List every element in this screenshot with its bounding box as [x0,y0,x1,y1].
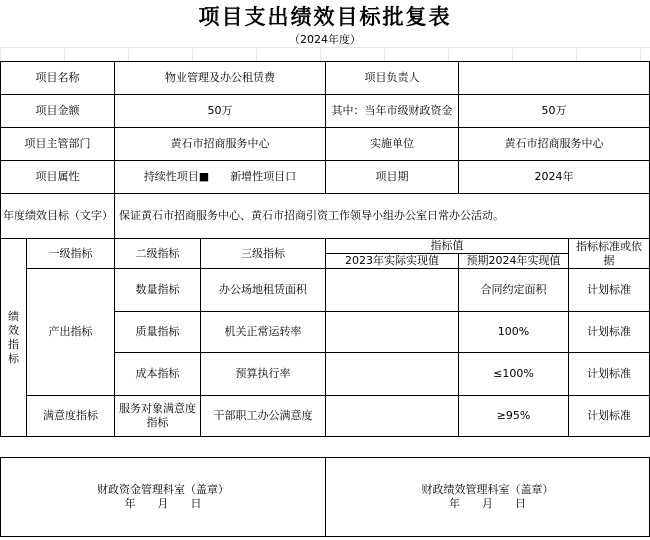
year-note: （2024年度） [289,33,361,46]
col-level2: 二级指标 [115,239,201,269]
row-level3: 机关正常运转率 [201,312,326,353]
row-standard: 计划标准 [569,353,650,396]
city-fund-value: 50万 [459,95,650,128]
row-amount [1,95,650,128]
row-2024: 100% [459,312,569,353]
section-label-cell [1,239,27,437]
row-level2: 数量指标 [115,269,201,312]
signature-right [326,458,650,537]
col-standard: 指标标准或依据 [569,239,650,269]
row-level3: 预算执行率 [201,353,326,396]
section-label: 绩效指标 [8,309,19,365]
period-label: 项目期 [326,161,459,194]
attr-new: 新增性项目口 [230,170,297,183]
amount-label: 项目金额 [1,95,115,128]
row-2023 [326,312,459,353]
dept-label: 项目主管部门 [1,128,115,161]
row-project-name [1,62,650,95]
row-attribute [1,161,650,194]
row-standard: 计划标准 [569,312,650,353]
attr-continuing: 持续性项目■ [143,170,210,183]
table-row [1,396,650,437]
signature-table [0,457,650,537]
col-level3: 三级指标 [201,239,326,269]
page-title: 项目支出绩效目标批复表 [198,5,452,29]
impl-value: 黄石市招商服务中心 [459,128,650,161]
row-standard: 计划标准 [569,269,650,312]
attr-value [115,161,326,194]
col-2024: 预期2024年实现值 [459,254,569,269]
owner-value [459,62,650,95]
period-value: 2024年 [459,161,650,194]
right-office: 财政绩效管理科室（盖章） [421,483,554,496]
amount-value: 50万 [115,95,326,128]
col-2023: 2023年实际实现值 [326,254,459,269]
row-level3: 办公场地租赁面积 [201,269,326,312]
owner-label: 项目负责人 [326,62,459,95]
approval-table [0,61,650,437]
satisfaction-2024: ≥95% [459,396,569,437]
output-label: 产出指标 [27,269,115,396]
row-level2: 质量指标 [115,312,201,353]
signature-left [1,458,326,537]
goal-label: 年度绩效目标（文字） [1,194,115,239]
row-2023 [326,353,459,396]
gridlines [0,47,650,62]
satisfaction-2023 [326,396,459,437]
right-date: 年 月 日 [449,497,526,510]
col-level1: 一级指标 [27,239,115,269]
project-name-label: 项目名称 [1,62,115,95]
table-row [1,269,650,312]
left-office: 财政资金管理科室（盖章） [97,483,229,496]
satisfaction-level2: 服务对象满意度指标 [115,396,201,437]
impl-label: 实施单位 [326,128,459,161]
row-2023 [326,269,459,312]
row-2024: 合同约定面积 [459,269,569,312]
satisfaction-level3: 干部职工办公满意度 [201,396,326,437]
city-fund-label: 其中：当年市级财政资金 [326,95,459,128]
left-date: 年 月 日 [124,497,202,510]
project-name-value: 物业管理及办公租赁费 [115,62,326,95]
dept-value: 黄石市招商服务中心 [115,128,326,161]
indicator-header-row [1,239,650,254]
row-level2: 成本指标 [115,353,201,396]
col-value: 指标值 [326,239,569,254]
row-2024: ≤100% [459,353,569,396]
satisfaction-standard: 计划标准 [569,396,650,437]
row-goal [1,194,650,239]
goal-text: 保证黄石市招商服务中心、黄石市招商引资工作领导小组办公室日常办公活动。 [115,194,650,239]
attr-label: 项目属性 [1,161,115,194]
satisfaction-level1: 满意度指标 [27,396,115,437]
row-dept [1,128,650,161]
